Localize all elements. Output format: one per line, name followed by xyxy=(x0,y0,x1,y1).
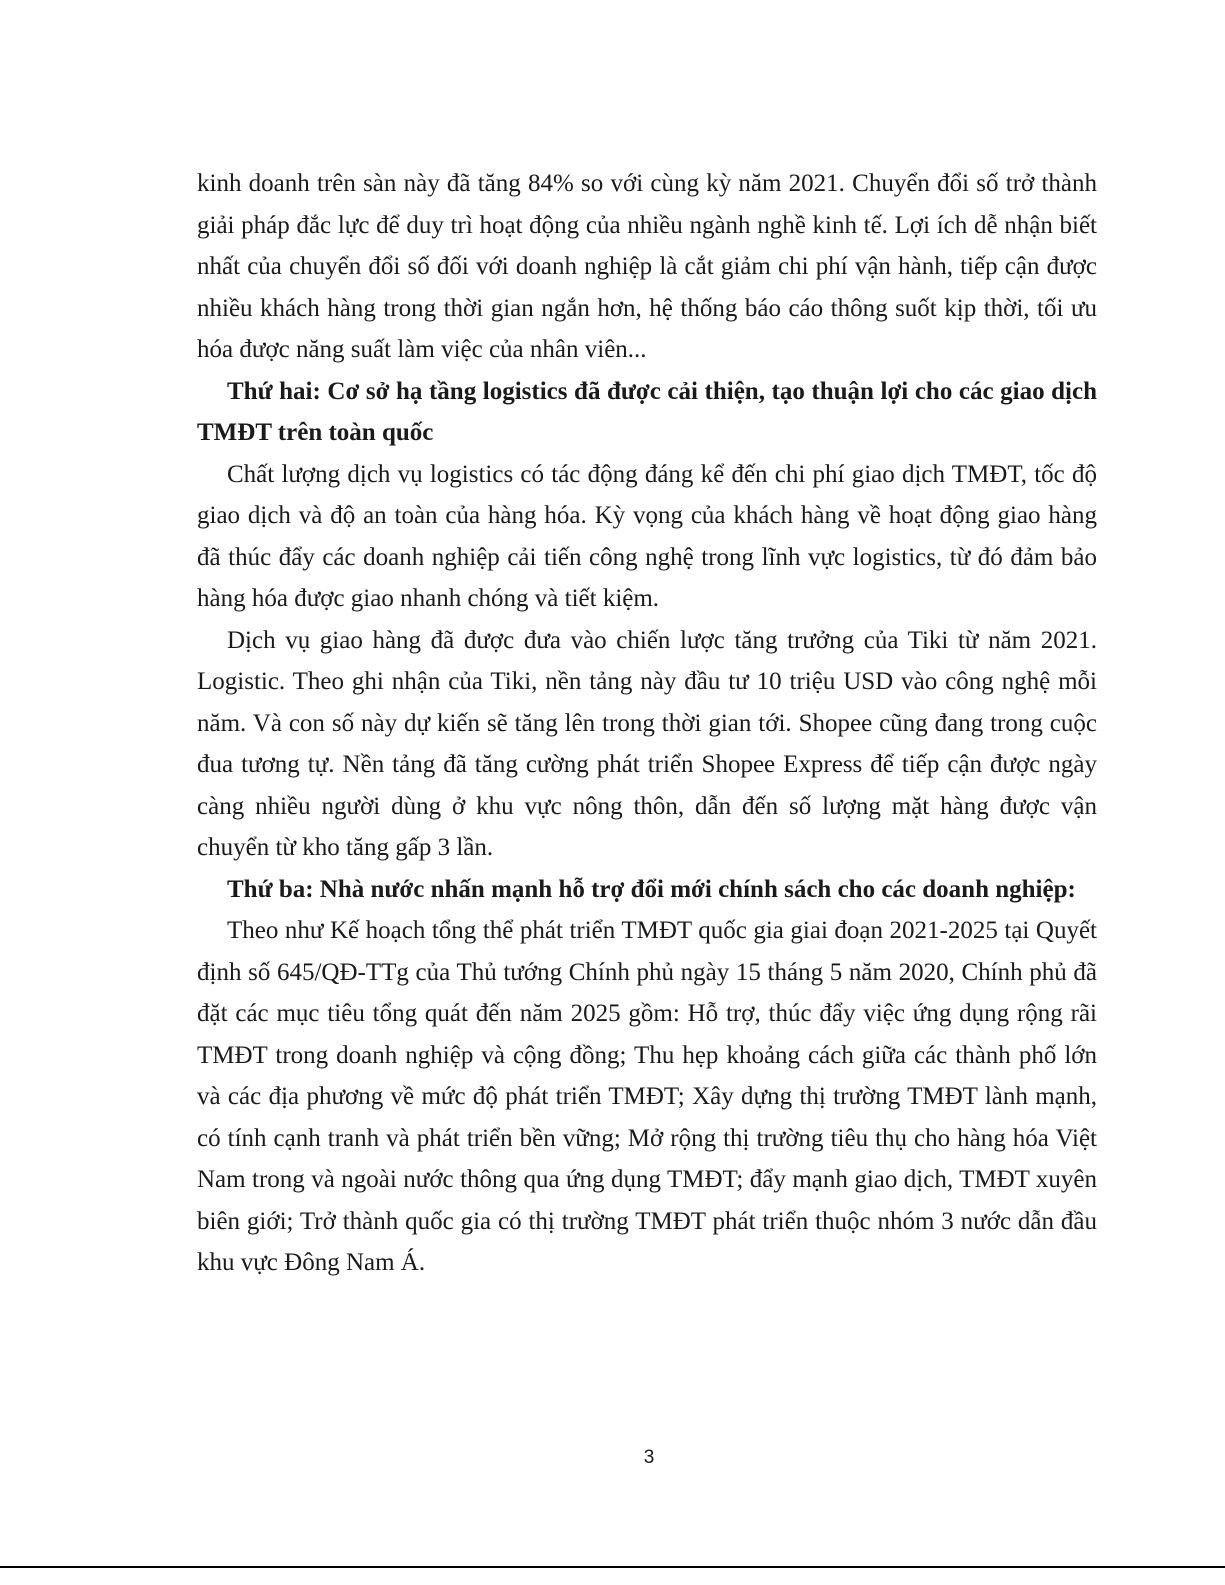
paragraph-master-plan: Theo như Kế hoạch tổng thể phát triển TMĐT quốc gia giai đoạn 2021-2025 tại Quyết định số 645/QĐ-TTg của Thủ tướng Chính phủ ngày 15 tháng 5 năm 2020, Chính phủ đã đặt các mục tiêu tổng quát đến năm 2025 gồm: Hỗ trợ, thúc đẩy việc ứng dụng rộng rãi TMĐT trong doanh nghiệp và cộng đồng; Thu hẹp khoảng cách giữa các thành phố lớn và các địa phương về mức độ phát triển TMĐT; Xây dựng thị trường TMĐT lành mạnh, có tính cạnh tranh và phát triển bền vững; Mở rộng thị trường tiêu thụ cho hàng hóa Việt Nam trong và ngoài nước thông qua ứng dụng TMĐT; đẩy mạnh giao dịch, TMĐT xuyên biên giới; Trở thành quốc gia có thị trường TMĐT phát triển thuộc nhóm 3 nước dẫn đầu khu vực Đông Nam Á. xyxy=(197,917,1097,1276)
paragraph-continuation: kinh doanh trên sàn này đã tăng 84% so với cùng kỳ năm 2021. Chuyển đổi số trở thành giải pháp đắc lực để duy trì hoạt động của nhiều ngành nghề kinh tế. Lợi ích dễ nhận biết nhất của chuyển đổi số đối với doanh nghiệp là cắt giảm chi phí vận hành, tiếp cận được nhiều khách hàng trong thời gian ngắn hơn, hệ thống báo cáo thông suốt kịp thời, tối ưu hóa được năng suất làm việc của nhân viên... xyxy=(197,170,1097,363)
page-number: 3 xyxy=(643,1447,655,1468)
paragraph-logistics-quality: Chất lượng dịch vụ logistics có tác động đáng kể đến chi phí giao dịch TMĐT, tốc độ giao dịch và độ an toàn của hàng hóa. Kỳ vọng của khách hàng về hoạt động giao hàng đã thúc đẩy các doanh nghiệp cải tiến công nghệ trong lĩnh vực logistics, từ đó đảm bảo hàng hóa được giao nhanh chóng và tiết kiệm. xyxy=(197,460,1097,612)
page-body xyxy=(197,163,1097,1284)
page-bottom-divider xyxy=(0,1566,1225,1568)
section-heading-third: Thứ ba: Nhà nước nhấn mạnh hỗ trợ đổi mới chính sách cho các doanh nghiệp: xyxy=(227,875,1076,903)
paragraph-delivery-services: Dịch vụ giao hàng đã được đưa vào chiến lược tăng trưởng của Tiki từ năm 2021. Logistic. Theo ghi nhận của Tiki, nền tảng này đầu tư 10 triệu USD vào công nghệ mỗi năm. Và con số này dự kiến sẽ tăng lên trong thời gian tới. Shopee cũng đang trong cuộc đua tương tự. Nền tảng đã tăng cường phát triển Shopee Express để tiếp cận được ngày càng nhiều người dùng ở khu vực nông thôn, dẫn đến số lượng mặt hàng được vận chuyển từ kho tăng gấp 3 lần. xyxy=(197,626,1097,861)
section-heading-second: Thứ hai: Cơ sở hạ tầng logistics đã được cải thiện, tạo thuận lợi cho các giao dịch TMĐT trên toàn quốc xyxy=(197,377,1097,446)
